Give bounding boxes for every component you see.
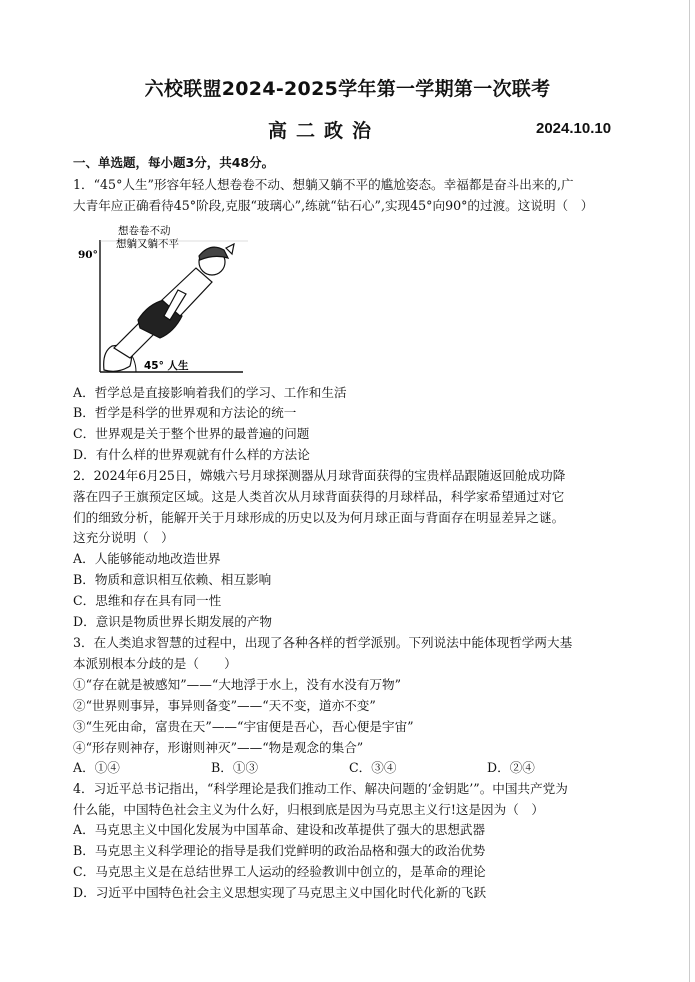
q2-option-b: B．物质和意识相互依赖、相互影响 (73, 572, 272, 587)
q2-stem-line4: 这充分说明（ ） (73, 530, 174, 545)
q3-option-b: B．①③ (211, 760, 259, 775)
q3-item-2: ②“世界则事异，事异则备变”——“天不变，道亦不变” (73, 698, 376, 713)
q3-options (73, 760, 633, 775)
q3-option-c: C．③④ (349, 760, 397, 775)
q1-option-b: B．哲学是科学的世界观和方法论的统一 (73, 405, 297, 420)
q1-figure (78, 224, 250, 376)
q2-stem-line3: 们的细致分析，能解开关于月球形成的历史以及为何月球正面与背面存在明显差异之谜。 (73, 510, 565, 525)
q1-option-c: C．世界观是关于整个世界的最普遍的问题 (73, 426, 310, 441)
q3-option-a: A．①④ (73, 760, 120, 775)
q1-stem-line2: 大青年应正确看待45°阶段,克服“玻璃心”,练就“钻石心”,实现45°向90°的过渡。这说明（ ） (73, 198, 594, 213)
q4-option-a: A．马克思主义中国化发展为中国革命、建设和改革提供了强大的思想武器 (73, 822, 486, 837)
q1-option-a: A．哲学总是直接影响着我们的学习、工作和生活 (73, 385, 347, 400)
figure-label-top2: 想躺又躺不平 (116, 238, 179, 250)
page-edge (689, 0, 695, 982)
q3-item-1: ①“存在就是被感知”——“大地浮于水上，没有水没有万物” (73, 677, 402, 692)
q2-option-c: C．思维和存在具有同一性 (73, 593, 222, 608)
q1-option-d: D．有什么样的世界观就有什么样的方法论 (73, 447, 310, 462)
q4-stem-line1: 4．习近平总书记指出，“科学理论是我们推动工作、解决问题的‘金钥匙’”。中国共产党为 (73, 781, 568, 796)
q3-stem-line2: 本派别根本分歧的是（ ） (73, 656, 237, 671)
figure-label-45: 45° 人生 (144, 360, 189, 372)
q3-item-4: ④“形存则神存，形谢则神灭”——“物是观念的集合” (73, 740, 364, 755)
q3-stem-line1: 3．在人类追求智慧的过程中，出现了各种各样的哲学派别。下列说法中能体现哲学两大基 (73, 635, 573, 650)
section-heading: 一、单选题，每小题3分，共48分。 (73, 155, 275, 170)
q2-option-a: A．人能够能动地改造世界 (73, 551, 221, 566)
q2-stem-line2: 落在四子王旗预定区域。这是人类首次从月球背面获得的月球样品，科学家希望通过对它 (73, 489, 565, 504)
q4-option-c: C．马克思主义是在总结世界工人运动的经验教训中创立的，是革命的理论 (73, 864, 486, 879)
q2-option-d: D．意识是物质世界长期发展的产物 (73, 614, 273, 629)
q3-item-3: ③“生死由命，富贵在天”——“宇宙便是吾心，吾心便是宇宙” (73, 719, 414, 734)
exam-title: 六校联盟2024-2025学年第一学期第一次联考 (144, 78, 551, 100)
figure-label-90: 90° (78, 249, 98, 261)
q1-stem-line1: 1．“45°人生”形容年轻人想卷卷不动、想躺又躺不平的尴尬姿态。幸福都是奋斗出来的,广 (73, 177, 574, 192)
q4-option-d: D．习近平中国特色社会主义思想实现了马克思主义中国化时代化新的飞跃 (73, 885, 487, 900)
q4-option-b: B．马克思主义科学理论的指导是我们党鲜明的政治品格和强大的政治优势 (73, 843, 486, 858)
q2-stem-line1: 2．2024年6月25日，嫦娥六号月球探测器从月球背面获得的宝贵样品跟随返回舱成功降 (73, 468, 566, 483)
q3-option-d: D．②④ (487, 760, 535, 775)
figure-label-top1: 想卷卷不动 (118, 225, 171, 237)
q4-stem-line2: 什么能，中国特色社会主义为什么好，归根到底是因为马克思主义行!这是因为（ ） (73, 802, 545, 817)
subject-title: 高二政治 (268, 120, 381, 142)
exam-date: 2024.10.10 (536, 120, 612, 137)
